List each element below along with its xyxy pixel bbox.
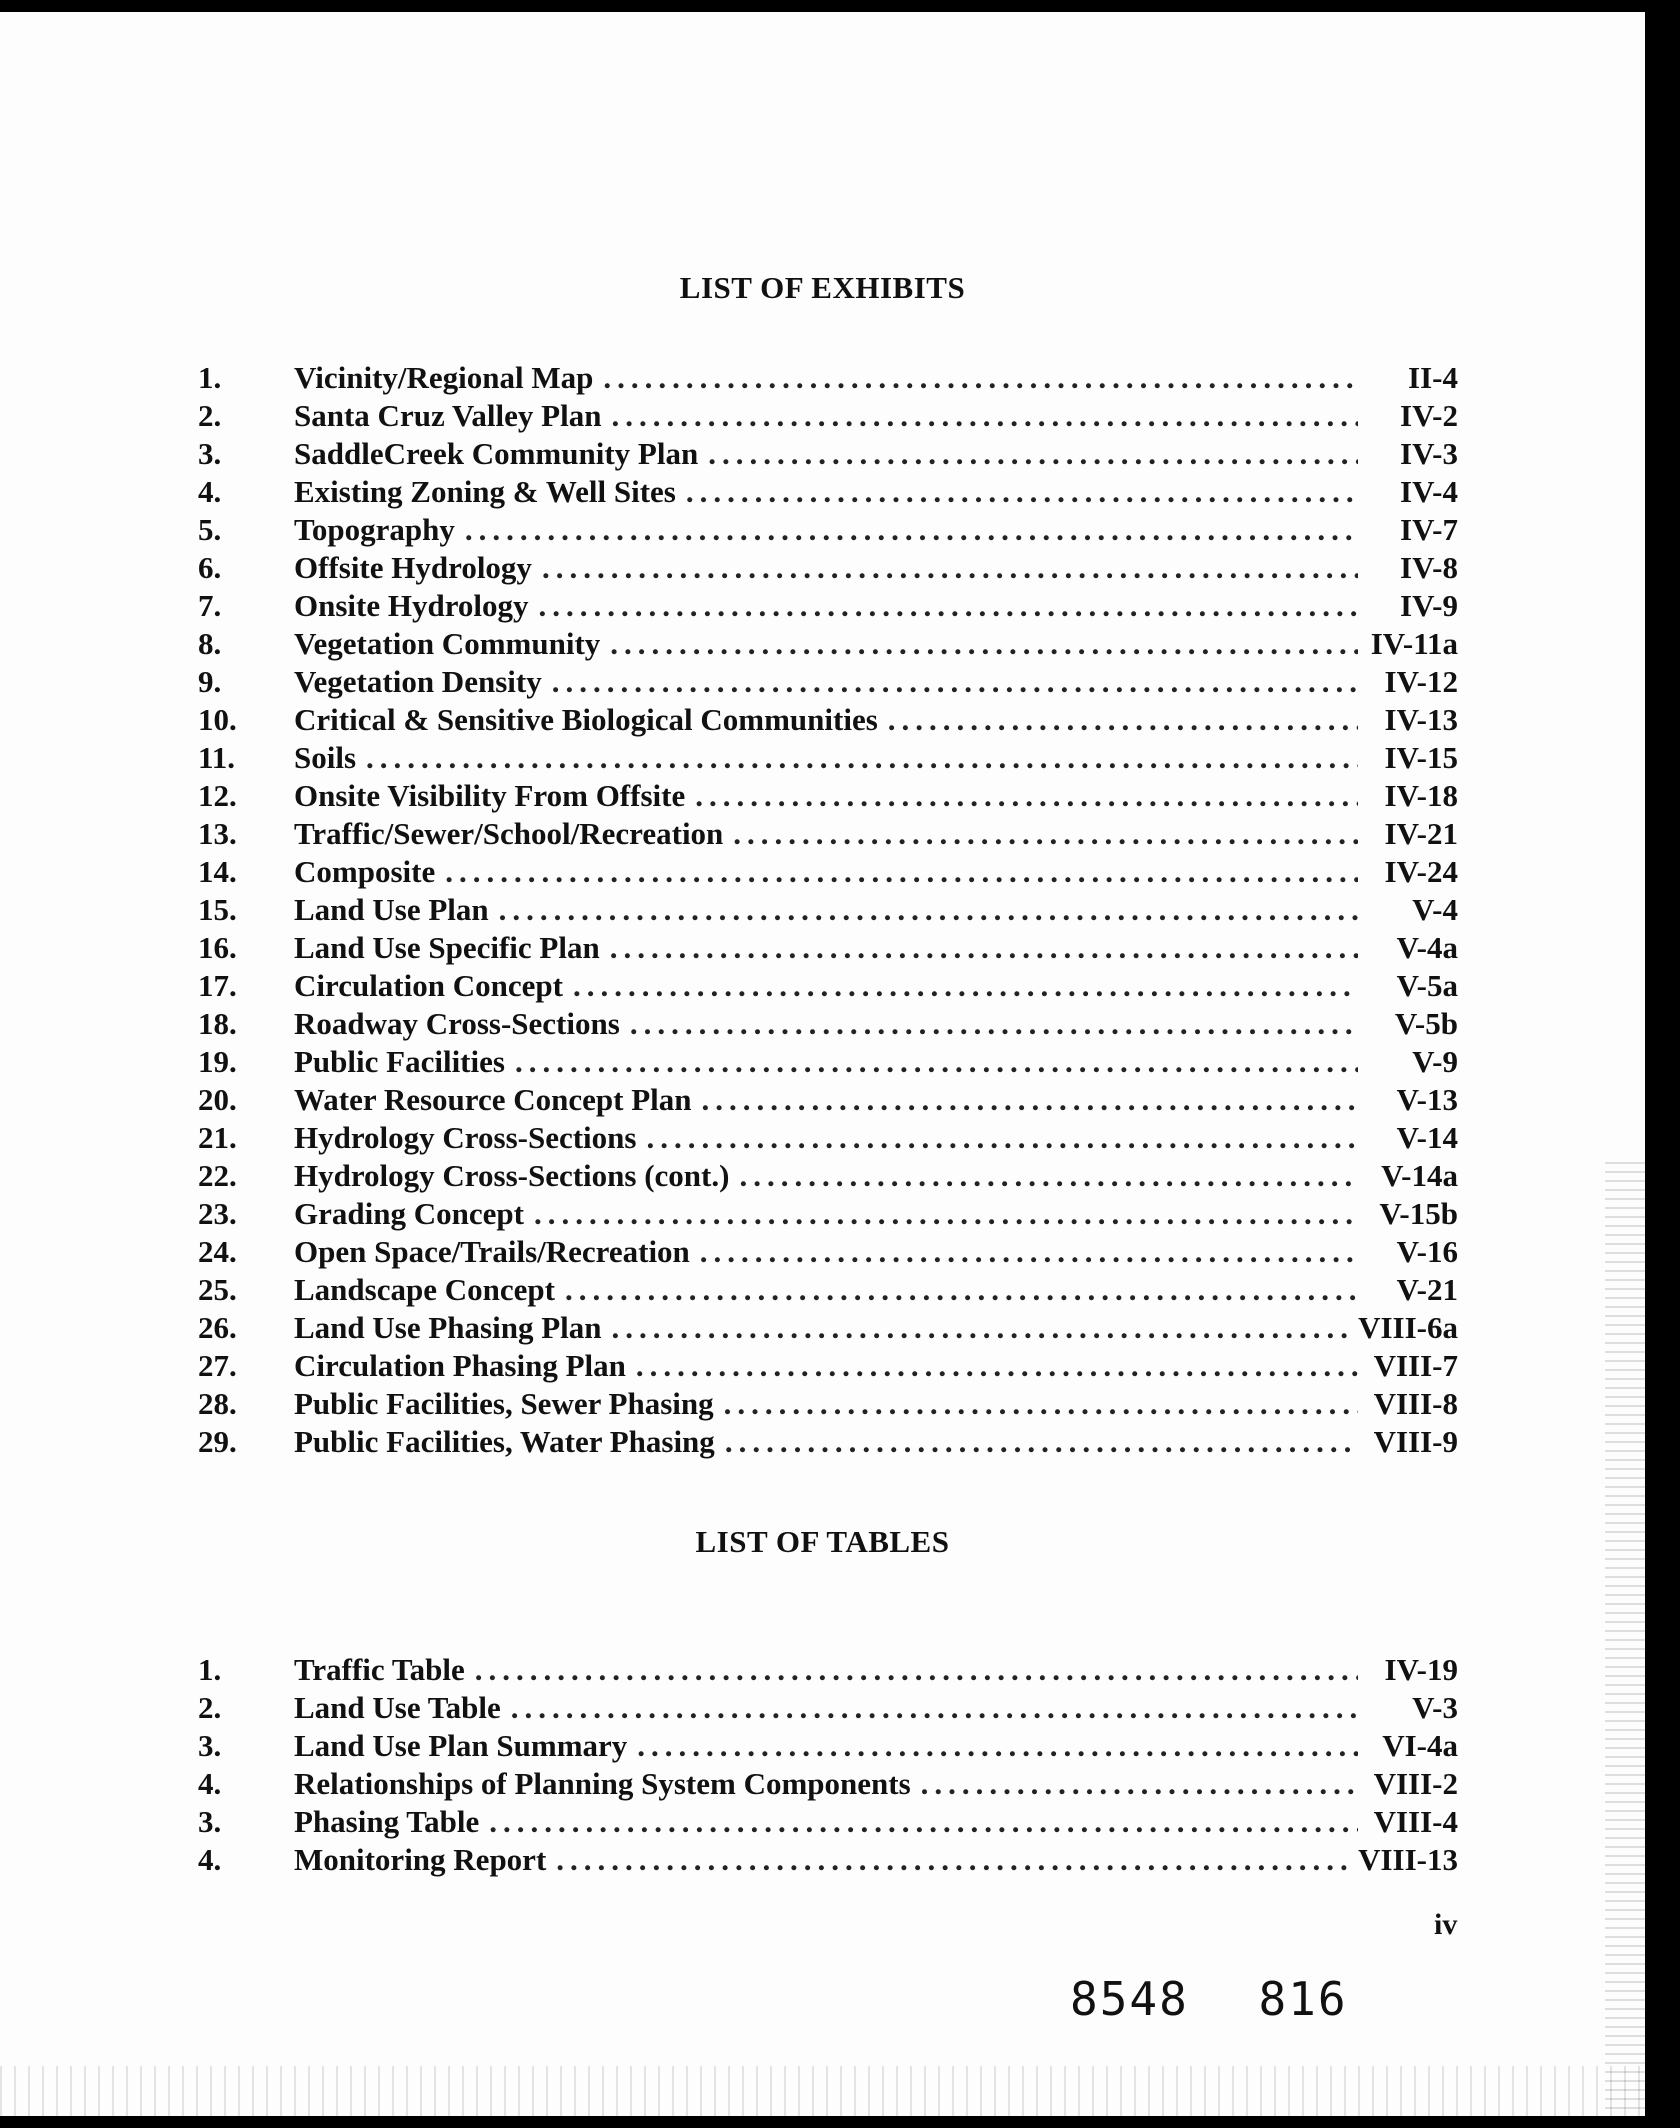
leader-dots — [542, 550, 1358, 586]
item-page: VIII-4 — [1373, 1804, 1458, 1839]
item-page: IV-2 — [1400, 398, 1458, 433]
leader-dots — [511, 1690, 1358, 1726]
leader-dots — [465, 512, 1358, 548]
item-title: Open Space/Trails/Recreation — [294, 1234, 690, 1269]
leader-dots — [565, 1272, 1358, 1308]
item-page: VI-4a — [1382, 1728, 1458, 1763]
list-item — [198, 588, 1458, 626]
item-number: 25. — [198, 1272, 237, 1307]
list-item — [198, 1690, 1458, 1728]
item-title: Land Use Phasing Plan — [294, 1310, 602, 1345]
item-title: Public Facilities, Water Phasing — [294, 1424, 715, 1459]
item-title: Onsite Hydrology — [294, 588, 529, 623]
item-number: 3. — [198, 436, 222, 471]
item-page: IV-9 — [1400, 588, 1458, 623]
item-title: Hydrology Cross-Sections — [294, 1120, 637, 1155]
item-title: Public Facilities, Sewer Phasing — [294, 1386, 714, 1421]
item-page: IV-11a — [1370, 626, 1458, 661]
leader-dots — [724, 1386, 1358, 1422]
item-title: Public Facilities — [294, 1044, 505, 1079]
item-page: V-5a — [1396, 968, 1458, 1003]
leader-dots — [445, 854, 1358, 890]
item-title: Vegetation Density — [294, 664, 542, 699]
leader-dots — [573, 968, 1358, 1004]
list-item — [198, 626, 1458, 664]
item-number: 16. — [198, 930, 237, 965]
list-item — [198, 664, 1458, 702]
item-page: IV-19 — [1384, 1652, 1458, 1687]
document-page — [0, 12, 1645, 2116]
list-item — [198, 1842, 1458, 1880]
leader-dots — [708, 436, 1358, 472]
leader-dots — [733, 816, 1358, 852]
leader-dots — [612, 1310, 1349, 1346]
leader-dots — [700, 1234, 1358, 1270]
item-page: V-14a — [1381, 1158, 1458, 1193]
leader-dots — [637, 1728, 1358, 1764]
item-number: 10. — [198, 702, 237, 737]
item-title: SaddleCreek Community Plan — [294, 436, 699, 471]
list-item — [198, 1272, 1458, 1310]
item-page: IV-13 — [1384, 702, 1458, 737]
item-page: V-16 — [1396, 1234, 1458, 1269]
tables-heading: LIST OF TABLES — [695, 1524, 950, 1559]
item-title: Circulation Concept — [294, 968, 563, 1003]
item-number: 2. — [198, 398, 222, 433]
leader-dots — [702, 1082, 1359, 1118]
list-item — [198, 1158, 1458, 1196]
item-page: V-4 — [1412, 892, 1458, 927]
leader-dots — [603, 360, 1358, 396]
item-title: Land Use Plan — [294, 892, 489, 927]
exhibits-heading: LIST OF EXHIBITS — [679, 270, 966, 305]
item-number: 27. — [198, 1348, 237, 1383]
item-number: 19. — [198, 1044, 237, 1079]
item-title: Phasing Table — [294, 1804, 480, 1839]
item-number: 20. — [198, 1082, 237, 1117]
item-title: Topography — [294, 512, 455, 547]
list-item — [198, 1804, 1458, 1842]
leader-dots — [636, 1348, 1358, 1384]
item-number: 23. — [198, 1196, 237, 1231]
item-page: IV-24 — [1384, 854, 1458, 889]
item-number: 1. — [198, 1652, 222, 1687]
item-number: 4. — [198, 1842, 222, 1877]
item-number: 11. — [198, 740, 236, 775]
item-page: V-4a — [1396, 930, 1458, 965]
list-item — [198, 816, 1458, 854]
list-item — [198, 854, 1458, 892]
item-number: 7. — [198, 588, 222, 623]
item-number: 29. — [198, 1424, 237, 1459]
leader-dots — [725, 1424, 1358, 1460]
leader-dots — [630, 1006, 1358, 1042]
item-page: V-15b — [1379, 1196, 1458, 1231]
item-number: 24. — [198, 1234, 237, 1269]
list-item — [198, 778, 1458, 816]
item-title: Grading Concept — [294, 1196, 524, 1231]
item-number: 21. — [198, 1120, 237, 1155]
list-item — [198, 474, 1458, 512]
item-number: 3. — [198, 1804, 222, 1839]
item-page: VIII-8 — [1373, 1386, 1458, 1421]
leader-dots — [611, 398, 1358, 434]
item-page: VIII-6a — [1358, 1310, 1458, 1345]
item-number: 12. — [198, 778, 237, 813]
leader-dots — [610, 930, 1358, 966]
item-title: Land Use Specific Plan — [294, 930, 600, 965]
item-title: Existing Zoning & Well Sites — [294, 474, 676, 509]
item-number: 8. — [198, 626, 222, 661]
tables-list — [198, 1652, 1458, 1880]
item-title: Offsite Hydrology — [294, 550, 532, 585]
list-item — [198, 1006, 1458, 1044]
exhibits-list — [198, 360, 1458, 1462]
item-number: 2. — [198, 1690, 222, 1725]
leader-dots — [499, 892, 1358, 928]
list-item — [198, 1044, 1458, 1082]
item-page: V-13 — [1396, 1082, 1458, 1117]
item-page: IV-7 — [1400, 512, 1458, 547]
item-number: 4. — [198, 474, 222, 509]
list-item — [198, 1120, 1458, 1158]
item-number: 26. — [198, 1310, 237, 1345]
item-page: VIII-2 — [1373, 1766, 1458, 1801]
item-title: Roadway Cross-Sections — [294, 1006, 620, 1041]
list-item — [198, 1424, 1458, 1462]
item-title: Hydrology Cross-Sections (cont.) — [294, 1158, 730, 1193]
item-page: IV-21 — [1384, 816, 1458, 851]
item-page: V-9 — [1412, 1044, 1458, 1079]
leader-dots — [366, 740, 1358, 776]
page-folio: iv — [1434, 1908, 1458, 1941]
item-page: V-14 — [1396, 1120, 1458, 1155]
item-page: V-21 — [1396, 1272, 1458, 1307]
item-title: Water Resource Concept Plan — [294, 1082, 692, 1117]
leader-dots — [539, 588, 1358, 624]
item-number: 17. — [198, 968, 237, 1003]
list-item — [198, 702, 1458, 740]
list-item — [198, 1082, 1458, 1120]
item-number: 15. — [198, 892, 237, 927]
item-number: 22. — [198, 1158, 237, 1193]
list-item — [198, 1196, 1458, 1234]
item-title: Land Use Table — [294, 1690, 501, 1725]
list-item — [198, 1348, 1458, 1386]
item-page: V-5b — [1394, 1006, 1458, 1041]
list-item — [198, 512, 1458, 550]
item-number: 3. — [198, 1728, 222, 1763]
item-number: 1. — [198, 360, 222, 395]
item-title: Monitoring Report — [294, 1842, 547, 1877]
list-item — [198, 1386, 1458, 1424]
list-item — [198, 892, 1458, 930]
item-number: 13. — [198, 816, 237, 851]
item-title: Traffic Table — [294, 1652, 465, 1687]
item-title: Soils — [294, 740, 357, 775]
item-page: IV-15 — [1384, 740, 1458, 775]
item-page: IV-4 — [1400, 474, 1458, 509]
item-page: II-4 — [1408, 360, 1458, 395]
item-page: VIII-9 — [1373, 1424, 1458, 1459]
item-title: Landscape Concept — [294, 1272, 555, 1307]
leader-dots — [475, 1652, 1358, 1688]
item-number: 9. — [198, 664, 222, 699]
item-number: 4. — [198, 1766, 222, 1801]
item-page: VIII-13 — [1358, 1842, 1458, 1877]
item-title: Critical & Sensitive Biological Communities — [294, 702, 878, 737]
list-item — [198, 1728, 1458, 1766]
leader-dots — [739, 1158, 1358, 1194]
item-number: 6. — [198, 550, 222, 585]
item-title: Vegetation Community — [294, 626, 601, 661]
scan-noise-bottom — [0, 2066, 1645, 2116]
leader-dots — [921, 1766, 1358, 1802]
item-title: Land Use Plan Summary — [294, 1728, 628, 1763]
item-title: Circulation Phasing Plan — [294, 1348, 626, 1383]
leader-dots — [552, 664, 1358, 700]
item-title: Santa Cruz Valley Plan — [294, 398, 602, 433]
item-title: Onsite Visibility From Offsite — [294, 778, 686, 813]
leader-dots — [646, 1120, 1358, 1156]
list-item — [198, 930, 1458, 968]
item-page: IV-8 — [1400, 550, 1458, 585]
item-title: Composite — [294, 854, 436, 889]
document-stamp-number: 8548 816 — [1070, 1972, 1348, 2026]
leader-dots — [556, 1842, 1348, 1878]
item-number: 5. — [198, 512, 222, 547]
leader-dots — [515, 1044, 1358, 1080]
list-item — [198, 1652, 1458, 1690]
list-item — [198, 740, 1458, 778]
item-page: IV-12 — [1384, 664, 1458, 699]
leader-dots — [686, 474, 1358, 510]
list-item — [198, 1310, 1458, 1348]
list-item — [198, 968, 1458, 1006]
scan-noise-right — [1605, 1162, 1645, 2112]
item-number: 28. — [198, 1386, 237, 1421]
item-page: VIII-7 — [1373, 1348, 1458, 1383]
leader-dots — [610, 626, 1358, 662]
list-item — [198, 550, 1458, 588]
leader-dots — [888, 702, 1358, 738]
leader-dots — [489, 1804, 1358, 1840]
item-title: Relationships of Planning System Components — [294, 1766, 911, 1801]
item-title: Traffic/Sewer/School/Recreation — [294, 816, 724, 851]
item-page: IV-3 — [1400, 436, 1458, 471]
item-number: 18. — [198, 1006, 237, 1041]
list-item — [198, 1234, 1458, 1272]
item-page: V-3 — [1412, 1690, 1458, 1725]
leader-dots — [695, 778, 1358, 814]
list-item — [198, 398, 1458, 436]
leader-dots — [534, 1196, 1358, 1232]
list-item — [198, 1766, 1458, 1804]
list-item — [198, 360, 1458, 398]
item-page: IV-18 — [1384, 778, 1458, 813]
list-item — [198, 436, 1458, 474]
item-number: 14. — [198, 854, 237, 889]
item-title: Vicinity/Regional Map — [294, 360, 594, 395]
